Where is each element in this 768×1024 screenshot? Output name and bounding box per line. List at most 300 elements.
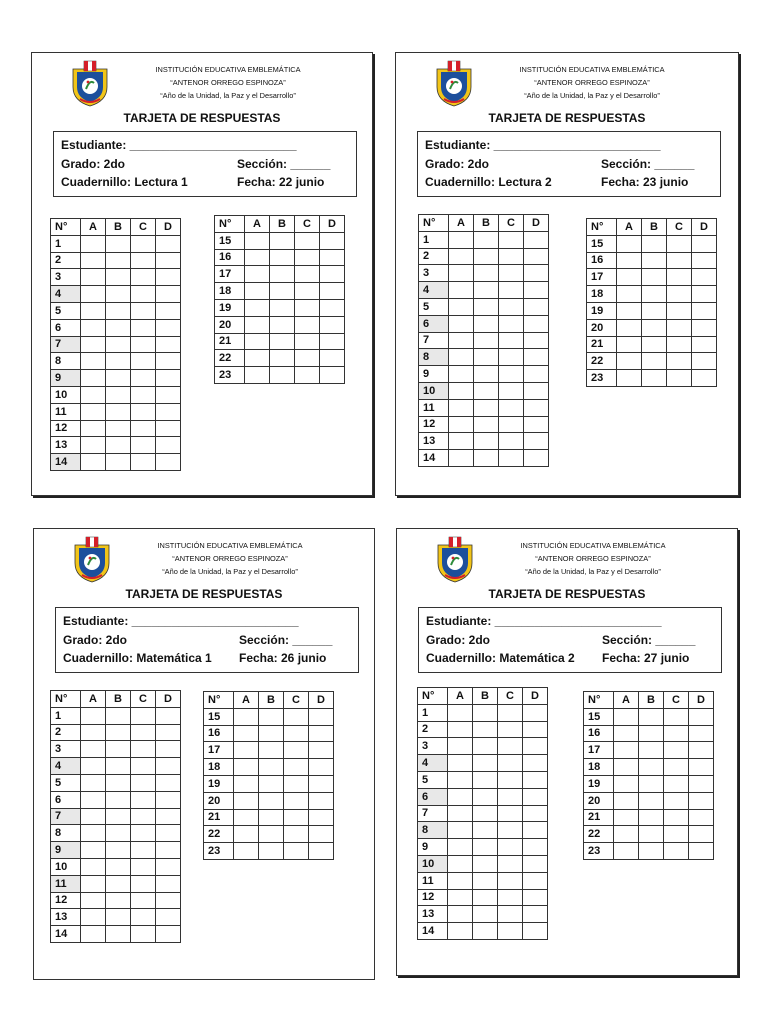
answer-cell-d[interactable] [156,286,181,303]
answer-cell-d[interactable] [523,755,548,772]
answer-cell-d[interactable] [523,872,548,889]
answer-cell-d[interactable] [320,266,345,283]
answer-cell-c[interactable] [131,926,156,943]
answer-cell-a[interactable] [448,788,473,805]
answer-cell-b[interactable] [106,437,131,454]
answer-cell-b[interactable] [106,842,131,859]
answer-cell-b[interactable] [474,231,499,248]
answer-cell-a[interactable] [614,775,639,792]
answer-cell-b[interactable] [473,805,498,822]
answer-cell-b[interactable] [106,403,131,420]
answer-cell-b[interactable] [474,382,499,399]
answer-cell-d[interactable] [156,336,181,353]
answer-cell-d[interactable] [320,299,345,316]
answer-cell-b[interactable] [642,286,667,303]
answer-cell-a[interactable] [448,704,473,721]
answer-cell-d[interactable] [309,742,334,759]
answer-cell-b[interactable] [259,775,284,792]
answer-cell-a[interactable] [617,319,642,336]
answer-cell-a[interactable] [448,721,473,738]
answer-cell-c[interactable] [284,775,309,792]
answer-cell-a[interactable] [448,906,473,923]
answer-cell-b[interactable] [106,808,131,825]
answer-cell-d[interactable] [156,302,181,319]
answer-cell-c[interactable] [295,249,320,266]
answer-cell-c[interactable] [295,232,320,249]
answer-cell-c[interactable] [284,725,309,742]
answer-cell-a[interactable] [617,269,642,286]
answer-cell-c[interactable] [131,707,156,724]
student-field[interactable]: Estudiante: _________________________ [63,614,299,629]
answer-cell-a[interactable] [81,269,106,286]
answer-cell-a[interactable] [234,742,259,759]
answer-cell-c[interactable] [295,283,320,300]
answer-cell-a[interactable] [449,248,474,265]
answer-cell-d[interactable] [524,349,549,366]
section-field[interactable]: Sección: ______ [601,156,695,171]
answer-cell-a[interactable] [448,738,473,755]
answer-cell-b[interactable] [639,742,664,759]
answer-cell-d[interactable] [156,926,181,943]
answer-cell-c[interactable] [284,843,309,860]
answer-cell-b[interactable] [106,353,131,370]
answer-cell-d[interactable] [156,437,181,454]
answer-cell-c[interactable] [131,724,156,741]
answer-cell-a[interactable] [234,725,259,742]
answer-cell-a[interactable] [449,298,474,315]
answer-cell-b[interactable] [639,826,664,843]
answer-cell-b[interactable] [270,367,295,384]
answer-cell-c[interactable] [131,437,156,454]
answer-cell-a[interactable] [81,791,106,808]
answer-cell-c[interactable] [664,775,689,792]
answer-cell-a[interactable] [617,286,642,303]
answer-cell-c[interactable] [131,741,156,758]
answer-cell-d[interactable] [523,771,548,788]
answer-cell-a[interactable] [81,302,106,319]
answer-cell-c[interactable] [295,299,320,316]
answer-cell-b[interactable] [474,265,499,282]
answer-cell-b[interactable] [642,370,667,387]
answer-cell-b[interactable] [639,759,664,776]
answer-cell-a[interactable] [81,386,106,403]
answer-cell-a[interactable] [617,302,642,319]
answer-cell-c[interactable] [131,370,156,387]
answer-cell-b[interactable] [473,872,498,889]
answer-cell-d[interactable] [156,353,181,370]
answer-cell-d[interactable] [309,708,334,725]
answer-cell-d[interactable] [692,353,717,370]
answer-cell-c[interactable] [499,231,524,248]
answer-cell-c[interactable] [131,403,156,420]
answer-cell-b[interactable] [473,822,498,839]
answer-cell-b[interactable] [642,252,667,269]
answer-cell-d[interactable] [523,889,548,906]
answer-cell-d[interactable] [524,231,549,248]
answer-cell-a[interactable] [449,366,474,383]
answer-cell-d[interactable] [309,843,334,860]
answer-cell-c[interactable] [664,809,689,826]
answer-cell-d[interactable] [524,450,549,467]
answer-cell-d[interactable] [523,788,548,805]
answer-cell-c[interactable] [131,758,156,775]
answer-cell-b[interactable] [270,232,295,249]
answer-cell-a[interactable] [449,450,474,467]
answer-cell-b[interactable] [642,336,667,353]
answer-cell-c[interactable] [131,808,156,825]
answer-cell-c[interactable] [131,386,156,403]
answer-cell-b[interactable] [106,774,131,791]
answer-cell-c[interactable] [284,826,309,843]
answer-cell-b[interactable] [270,249,295,266]
answer-cell-a[interactable] [81,808,106,825]
answer-cell-b[interactable] [106,370,131,387]
answer-cell-d[interactable] [524,248,549,265]
answer-cell-c[interactable] [498,872,523,889]
answer-cell-b[interactable] [639,843,664,860]
answer-cell-a[interactable] [245,333,270,350]
answer-cell-a[interactable] [81,353,106,370]
answer-cell-a[interactable] [614,826,639,843]
answer-cell-b[interactable] [270,266,295,283]
answer-cell-c[interactable] [131,336,156,353]
answer-cell-a[interactable] [81,842,106,859]
answer-cell-c[interactable] [131,302,156,319]
answer-cell-d[interactable] [524,399,549,416]
answer-cell-a[interactable] [245,249,270,266]
answer-cell-c[interactable] [131,909,156,926]
answer-cell-a[interactable] [614,725,639,742]
student-field[interactable]: Estudiante: _________________________ [426,614,662,629]
answer-cell-b[interactable] [474,332,499,349]
answer-cell-c[interactable] [131,791,156,808]
answer-cell-b[interactable] [639,708,664,725]
answer-cell-d[interactable] [689,826,714,843]
answer-cell-a[interactable] [614,809,639,826]
answer-cell-a[interactable] [245,367,270,384]
answer-cell-b[interactable] [639,809,664,826]
answer-cell-c[interactable] [498,855,523,872]
section-field[interactable]: Sección: ______ [237,156,331,171]
answer-cell-b[interactable] [259,809,284,826]
answer-cell-d[interactable] [309,809,334,826]
answer-cell-d[interactable] [692,302,717,319]
answer-cell-a[interactable] [81,774,106,791]
answer-cell-b[interactable] [106,302,131,319]
answer-cell-a[interactable] [245,283,270,300]
answer-cell-a[interactable] [614,759,639,776]
answer-cell-a[interactable] [449,416,474,433]
answer-cell-d[interactable] [156,454,181,471]
answer-cell-c[interactable] [667,235,692,252]
answer-cell-d[interactable] [689,742,714,759]
answer-cell-b[interactable] [106,791,131,808]
answer-cell-a[interactable] [81,909,106,926]
answer-cell-b[interactable] [474,366,499,383]
answer-cell-d[interactable] [320,367,345,384]
answer-cell-d[interactable] [156,842,181,859]
section-field[interactable]: Sección: ______ [239,632,333,647]
answer-cell-c[interactable] [284,742,309,759]
answer-cell-b[interactable] [259,742,284,759]
answer-cell-c[interactable] [499,248,524,265]
answer-cell-c[interactable] [498,839,523,856]
answer-cell-a[interactable] [81,420,106,437]
answer-cell-b[interactable] [106,909,131,926]
answer-cell-c[interactable] [499,450,524,467]
answer-cell-b[interactable] [106,875,131,892]
answer-cell-b[interactable] [642,235,667,252]
answer-cell-b[interactable] [473,721,498,738]
answer-cell-b[interactable] [106,386,131,403]
answer-cell-a[interactable] [234,759,259,776]
answer-cell-c[interactable] [499,332,524,349]
answer-cell-d[interactable] [320,283,345,300]
answer-cell-a[interactable] [234,843,259,860]
answer-cell-d[interactable] [692,235,717,252]
answer-cell-b[interactable] [259,792,284,809]
answer-cell-a[interactable] [245,299,270,316]
answer-cell-d[interactable] [156,808,181,825]
student-field[interactable]: Estudiante: _________________________ [61,138,297,153]
answer-cell-c[interactable] [667,252,692,269]
answer-cell-c[interactable] [498,923,523,940]
answer-cell-b[interactable] [474,248,499,265]
student-field[interactable]: Estudiante: _________________________ [425,138,661,153]
answer-cell-d[interactable] [156,319,181,336]
answer-cell-a[interactable] [448,822,473,839]
answer-cell-d[interactable] [156,235,181,252]
answer-cell-d[interactable] [156,858,181,875]
answer-cell-d[interactable] [309,792,334,809]
answer-cell-a[interactable] [81,403,106,420]
answer-cell-d[interactable] [689,725,714,742]
answer-cell-b[interactable] [259,759,284,776]
answer-cell-a[interactable] [614,792,639,809]
answer-cell-d[interactable] [156,420,181,437]
answer-cell-a[interactable] [81,875,106,892]
answer-cell-a[interactable] [81,707,106,724]
answer-cell-b[interactable] [474,282,499,299]
answer-cell-a[interactable] [81,336,106,353]
answer-cell-a[interactable] [448,889,473,906]
answer-cell-c[interactable] [498,822,523,839]
answer-cell-a[interactable] [449,433,474,450]
answer-cell-b[interactable] [106,235,131,252]
answer-cell-b[interactable] [473,788,498,805]
answer-cell-b[interactable] [473,771,498,788]
answer-cell-b[interactable] [642,319,667,336]
answer-cell-a[interactable] [448,805,473,822]
answer-cell-d[interactable] [692,319,717,336]
answer-cell-a[interactable] [81,454,106,471]
answer-cell-b[interactable] [642,302,667,319]
answer-cell-d[interactable] [524,282,549,299]
answer-cell-a[interactable] [617,353,642,370]
answer-cell-b[interactable] [473,923,498,940]
answer-cell-a[interactable] [448,755,473,772]
answer-cell-d[interactable] [692,370,717,387]
answer-cell-d[interactable] [156,741,181,758]
answer-cell-c[interactable] [131,286,156,303]
answer-cell-a[interactable] [81,235,106,252]
answer-cell-a[interactable] [448,855,473,872]
answer-cell-b[interactable] [270,350,295,367]
answer-cell-c[interactable] [664,759,689,776]
answer-cell-b[interactable] [474,399,499,416]
answer-cell-a[interactable] [234,809,259,826]
answer-cell-d[interactable] [523,704,548,721]
answer-cell-c[interactable] [498,771,523,788]
answer-cell-a[interactable] [81,319,106,336]
answer-cell-d[interactable] [156,386,181,403]
answer-cell-c[interactable] [284,759,309,776]
answer-cell-d[interactable] [320,350,345,367]
answer-cell-c[interactable] [131,269,156,286]
answer-cell-a[interactable] [617,252,642,269]
answer-cell-d[interactable] [156,892,181,909]
answer-cell-a[interactable] [614,708,639,725]
answer-cell-d[interactable] [320,249,345,266]
answer-cell-c[interactable] [498,721,523,738]
answer-cell-b[interactable] [639,725,664,742]
answer-cell-a[interactable] [81,926,106,943]
answer-cell-c[interactable] [664,826,689,843]
answer-cell-b[interactable] [106,892,131,909]
answer-cell-c[interactable] [131,454,156,471]
answer-cell-b[interactable] [474,349,499,366]
answer-cell-a[interactable] [449,349,474,366]
answer-cell-a[interactable] [448,923,473,940]
answer-cell-c[interactable] [498,906,523,923]
answer-cell-b[interactable] [259,725,284,742]
answer-cell-b[interactable] [106,707,131,724]
answer-cell-c[interactable] [131,858,156,875]
answer-cell-b[interactable] [270,283,295,300]
answer-cell-d[interactable] [524,265,549,282]
answer-cell-d[interactable] [689,759,714,776]
answer-cell-a[interactable] [234,775,259,792]
answer-cell-c[interactable] [664,843,689,860]
answer-cell-b[interactable] [474,315,499,332]
answer-cell-a[interactable] [448,771,473,788]
answer-cell-d[interactable] [156,252,181,269]
answer-cell-b[interactable] [474,450,499,467]
answer-cell-d[interactable] [523,855,548,872]
answer-cell-d[interactable] [156,825,181,842]
answer-cell-d[interactable] [156,724,181,741]
answer-cell-a[interactable] [245,266,270,283]
answer-cell-b[interactable] [473,906,498,923]
answer-cell-b[interactable] [642,353,667,370]
answer-cell-c[interactable] [667,319,692,336]
answer-cell-a[interactable] [81,825,106,842]
answer-cell-c[interactable] [295,266,320,283]
answer-cell-c[interactable] [667,269,692,286]
answer-cell-c[interactable] [295,333,320,350]
answer-cell-b[interactable] [259,826,284,843]
answer-cell-d[interactable] [156,791,181,808]
answer-cell-b[interactable] [106,741,131,758]
answer-cell-c[interactable] [499,416,524,433]
answer-cell-c[interactable] [664,792,689,809]
answer-cell-c[interactable] [664,708,689,725]
answer-cell-d[interactable] [523,923,548,940]
answer-cell-d[interactable] [320,316,345,333]
answer-cell-d[interactable] [692,336,717,353]
answer-cell-b[interactable] [642,269,667,286]
answer-cell-c[interactable] [131,825,156,842]
answer-cell-a[interactable] [617,370,642,387]
answer-cell-b[interactable] [106,825,131,842]
answer-cell-c[interactable] [499,433,524,450]
answer-cell-a[interactable] [449,231,474,248]
answer-cell-c[interactable] [131,842,156,859]
answer-cell-c[interactable] [498,704,523,721]
answer-cell-a[interactable] [81,286,106,303]
answer-cell-c[interactable] [664,725,689,742]
answer-cell-b[interactable] [473,704,498,721]
answer-cell-c[interactable] [499,265,524,282]
answer-cell-c[interactable] [499,282,524,299]
answer-cell-d[interactable] [156,370,181,387]
answer-cell-c[interactable] [667,302,692,319]
answer-cell-b[interactable] [473,839,498,856]
answer-cell-c[interactable] [499,349,524,366]
answer-cell-c[interactable] [295,350,320,367]
section-field[interactable]: Sección: ______ [602,632,696,647]
answer-cell-b[interactable] [639,775,664,792]
answer-cell-d[interactable] [692,269,717,286]
answer-cell-b[interactable] [270,299,295,316]
answer-cell-d[interactable] [524,416,549,433]
answer-cell-d[interactable] [689,809,714,826]
answer-cell-d[interactable] [156,269,181,286]
answer-cell-a[interactable] [81,741,106,758]
answer-cell-c[interactable] [498,738,523,755]
answer-cell-c[interactable] [667,286,692,303]
answer-cell-a[interactable] [449,282,474,299]
answer-cell-d[interactable] [309,775,334,792]
answer-cell-d[interactable] [156,774,181,791]
answer-cell-b[interactable] [474,416,499,433]
answer-cell-b[interactable] [106,724,131,741]
answer-cell-a[interactable] [449,332,474,349]
answer-cell-a[interactable] [245,350,270,367]
answer-cell-c[interactable] [131,235,156,252]
answer-cell-b[interactable] [106,758,131,775]
answer-cell-b[interactable] [259,843,284,860]
answer-cell-d[interactable] [689,775,714,792]
answer-cell-a[interactable] [614,742,639,759]
answer-cell-b[interactable] [106,420,131,437]
answer-cell-c[interactable] [499,366,524,383]
answer-cell-b[interactable] [639,792,664,809]
answer-cell-c[interactable] [131,875,156,892]
answer-cell-a[interactable] [449,265,474,282]
answer-cell-d[interactable] [524,298,549,315]
answer-cell-c[interactable] [499,315,524,332]
answer-cell-a[interactable] [81,758,106,775]
answer-cell-b[interactable] [106,252,131,269]
answer-cell-c[interactable] [131,892,156,909]
answer-cell-d[interactable] [156,758,181,775]
answer-cell-a[interactable] [617,336,642,353]
answer-cell-d[interactable] [523,805,548,822]
answer-cell-a[interactable] [234,826,259,843]
answer-cell-d[interactable] [523,906,548,923]
answer-cell-c[interactable] [667,336,692,353]
